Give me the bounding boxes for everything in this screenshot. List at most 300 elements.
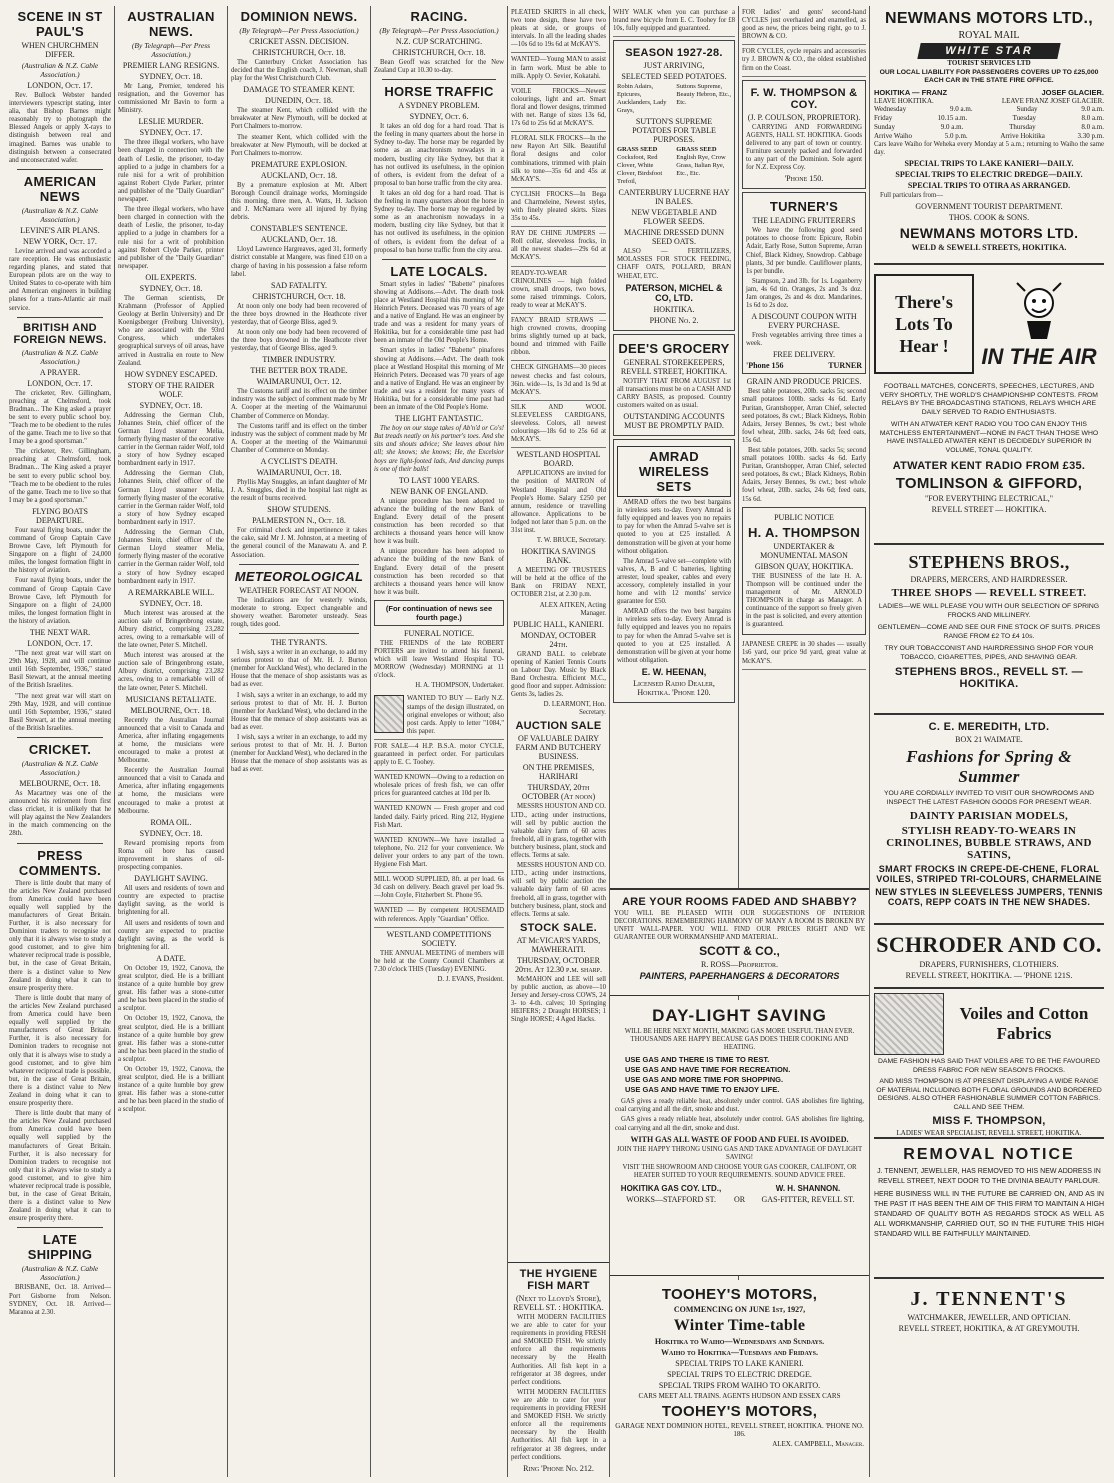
ad-body: VISIT THE SHOWROOM AND CHOOSE YOUR GAS COOKER, CALIFONT, OR HEATER SUITED TO YOUR REQUIREMENTS. SOUND ADVICE FREE. [622,1163,857,1179]
timetable-cell: 5.0 p.m. [944,132,968,140]
ad-line: DAINTY PARISIAN MODELS, [909,810,1069,822]
ad-line: OUR LOCAL LIABILITY FOR PASSENGERS COVERS UP TO £25,000 EACH CAR IN THE STATE FIRE OFFICE. [879,69,1099,84]
notice-body: McMAHON and LEE will sell by public auction, as above—10 Jersey and Jersey-cross COWS, 24 3- to 4-th. calves; 10 Springing HEIFERS; 2 Draught HORSES; 1 Single HORSE; 4 Aged Hacks. [511,975,606,1024]
ad-body: GENTLEMEN—COME AND SEE OUR FINE STOCK OF SUITS. PRICES RANGE FROM £2 TO £4 10s. [877,624,1101,640]
ad-line: WITH GAS ALL WASTE OF FOOD AND FUEL IS AVOIDED. [630,1134,849,1144]
article-body: The indications are for westerly winds, moderate to strong. Expect changeable and showery weather. Barometer unsteady. Seas rough, tides good. [231,596,367,628]
article-body: All users and residents of town and country are expected to practise daylight saving, as the world is brightening for all. [118,919,224,951]
subhead: FUNERAL NOTICE. [404,628,474,638]
article-body: Much interest was aroused at the auction sale of Bringenbrong estate, Albury district, comprising 23,282 acres, owing to a remarkable will of the late owner, Peter S. Mitchell. [118,652,224,692]
ad-body: THE BUSINESS of the late H. A. Thompson will be continued under the management of Mr. ARNOLD THOMPSON in charge as Manager. A continuance of the support so freely given in the past is solicited, and every attention is guaranteed. [746,572,862,629]
subhead: OIL EXPERTS. [145,272,197,282]
racing-headline: RACING. [410,9,468,24]
ad-line: NEW VEGETABLE AND FLOWER SEEDS. [631,208,717,227]
article-body: By a premature explosion at Mt. Albert Borough Council drainage works, Morningside this morning, three men, A. Watts, H. Jackson and J. McNamara were all injured by flying debris. [231,181,367,222]
ad-subhead: DRAPERS, MERCERS, AND HAIRDRESSER. [910,575,1068,584]
ad-line: MACHINE DRESSED DUNN SEED OATS. [623,228,724,247]
ad-line: Licensed Radio Dealer, Hokitika. 'Phone 120. [633,678,715,697]
gas-uses-list [625,1055,864,1095]
thompson-carriers-ad [742,80,866,190]
notice-body: THE ANNUAL MEETING of members will be held at the County Council Chambers at 7.30 o'clock THIS (Tuesday) EVENING. [374,949,504,973]
timetable-cell: 10.15 a.m. [937,114,968,122]
ad-subhead: PUBLIC NOTICE [774,512,834,522]
gas-use-item: USE GAS AND HAVE TIME FOR RECREATION. [625,1065,791,1075]
timetable-cell: 3.30 p.m. [1077,132,1104,140]
dateline: DUNEDIN, Oct. 18. [265,96,333,106]
dateline: SYDNEY, Oct. 17. [139,128,203,138]
dress-illustration [874,993,944,1055]
signature: ALEX AITKEN, Acting Manager. [539,601,606,617]
ad-line: REVELL STREET, HOKITIKA. — 'PHONE 121S. [905,971,1073,980]
subhead: STORY OF THE RAIDER WOLF. [127,380,215,399]
amrad-wireless-ad [613,439,735,703]
ad-body: YOU ARE CORDIALLY INVITED TO VISIT OUR SHOWROOMS AND INSPECT THE LATEST FASHION GOODS FOR PRESENT WEAR. [883,790,1095,806]
ad-headline: IN THE AIR [981,343,1097,369]
article-body: Recently the Australian Journal announced that a visit to Canada and America, after inflating engagements at home, the musicians were encouraged to make a protest at Melbourne. [118,767,224,815]
subhead: THE BETTER BOX TRADE. [250,366,348,376]
notice-body: MESSRS HOUSTON AND CO. LTD., acting under instructions, will sell by public auction the valuable dairy farm of 60 acres freehold, all in grass, together with butchery business, plant, stock and effects. Terms at sale. [511,862,607,918]
timetable-cell: Thursday [1009,123,1036,131]
timetable-cell: Arrive Hokitika [1000,132,1045,140]
daylight-saving-ad [610,1000,869,1276]
ad-body: WITH AN ATWATER KENT RADIO YOU TOO CAN ENJOY THIS MATCHLESS ENTERTAINMENT—NONE IN FACT THAN THOSE WHO HAVE INSTALLED ATWATER KENT IS DECIDEDLY SUPERIOR IN VOLUME, TONAL QUALITY. [879,421,1099,454]
ad-body: Cars leave Waiho for Weheka every Monday at 5 a.m.; returning to Waiho the same day. [874,141,1104,157]
ad-subhead: ROYAL MAIL [958,30,1020,41]
classified-ad: VOILE FROCKS—Newest colourings, light and art. Smart floral and flower designs, trimmed with net. Range of sizes 13s 6d, 17s 6d to 25s 6d at McKAY'S. [511,85,606,132]
dateline: LONDON, Oct. 17. [27,639,93,649]
classified-ad: RAY DE CHINE JUMPERS — Roll collar, sleeveless frocks, in all the newest shades—29s 6d at McKAY'S. [511,227,606,266]
gas-use-item: USE GAS AND THERE IS TIME TO REST. [625,1055,770,1065]
ad-body: J. TENNENT, JEWELLER, HAS REMOVED TO HIS NEW ADDRESS IN REVELL STREET, NEXT DOOR TO THE DIVINIA BEAUTY PARLOUR. [877,1168,1101,1185]
column-3 [228,6,370,1477]
classified-ad: CHECK GINGHAMS—30 pieces newest checks and fast colours, 36in. wide—1s, 1s 3d and 1s 9d at McKAY'S. [511,361,606,400]
ad-body: We have the following good seed potatoes to choose from: Epicure, Robin Adair, Early Rose, Sutton Supreme, Arran Chief, Black Kidney, Snowdrop. Cabbage plants, 3d per bundle. Cauliflower plants, 1s per bundle. [746,227,862,275]
stephens-bros-ad [874,545,1104,715]
subhead: CONSTABLE'S SENTENCE. [250,224,348,234]
ad-body: FOOTBALL MATCHES, CONCERTS, SPEECHES, LECTURES, AND VERY SHORTLY, THE WORLD'S CHAMPIONSHIP CONTESTS. FROM RELAYS BY THE BROADCASTING STATIONS, RELAYS WHICH ARE DAILY SERVED TO RADIO ENTHUSIASTS. [880,383,1098,416]
ad-line: THOS. COOK & SONS. [948,213,1030,223]
ad-line: SMART FROCKS IN CREPE-DE-CHENE, FLORAL VOILES, STRIPED TRI-COLOURS, CHARMELAINE [876,864,1102,884]
logo-text: WHITE STAR [917,43,1060,59]
ad-line: SPECIAL TRIPS FROM WAIHO TO OKARITO. [658,1381,821,1390]
ad-body: WILL BE HERE NEXT MONTH, MAKING GAS MORE USEFUL THAN EVER. THOUSANDS ARE HAPPY BECAUSE GAS DOES THEIR COOKING AND HEATING. [624,1028,855,1052]
article-body: "The next great war will start on 29th May, 1928, and will continue until 16th September, 1936," stated Basil Stewart, at the annual meeting of the British Israelites. [9,692,111,732]
american-news-headline: AMERICAN NEWS [23,173,97,204]
signature: H. A. THOMPSON, Undertaker. [415,682,504,690]
newspaper-page [6,6,1108,1477]
dateline: LONDON, Oct. 17. [27,81,93,90]
voiles-cotton-ad [874,989,1104,1139]
subhead: LEVINE'S AIR PLANS. [20,225,100,235]
ad-line: LADIES' WEAR SPECIALIST, REVELL STREET, HOKITIKA. [896,1129,1082,1137]
dateline: CHRISTCHURCH, Oct. 18. [252,48,346,57]
article-body: On October 19, 1922, Canova, the great sculptor, died. He is a brilliant instance of a quite humble boy grew great. His father was a stone-cutter and he has been placed in the studio of a sculptor. [118,1015,224,1063]
ad-body: WITH MODERN FACILITIES we are able to cater for your requirements in providing FRESH and SMOKED FISH. We strictly enforce all the requirements necessary by the Health Authorities. All fish kept in a refrigerator at 38 degrees, under perfect conditions. [511,1314,606,1386]
advertiser-name: TOOHEY'S MOTORS, [661,1403,818,1420]
ad-line: PAINTERS, PAPERHANGERS & DECORATORS [639,971,840,982]
ad-subhead: THE LEADING FRUITERERS [752,216,856,226]
timetable-cell: 9.0 a.m. [950,105,973,113]
ad-headline: TURNER'S [769,199,839,215]
article-body: Best table potatoes, 20lb. sacks 5s; second small potatoes 100lb. sacks 4s 6d. Early Puritan, Grantshopper, Arran Chief, selected seed potatoes, 8s cwt.; Black Kidneys, Robin Adairs, Jersey Bennes, 9s cwt.; best whole fowl wheat, 20lb. sacks, 24s 6d; feed oats, 15s 6d. [742,388,866,444]
auction-headline: AUCTION SALE [515,720,602,733]
timetable-header: LEAVE HOKITIKA. [874,97,934,105]
subhead: OF VALUABLE DAIRY FARM AND BUTCHERY BUSINESS. [515,734,602,762]
ad-body: The Amrad 5-valve set—complete with valves, A, B and C batteries, lighting arrester, loud speaker, cables and every accessory, completely installed in your home and with 12 months' service guarantee for £50. [617,557,731,606]
subhead: SAD FATALITY. [271,280,327,290]
ad-line: FREE DELIVERY. [772,350,836,360]
subhead: LESLIE MURDER. [138,117,204,127]
source-line: (By Telegraph—Per Press Association.) [239,26,359,35]
subhead: A REMARKABLE WILL. [127,587,215,597]
article-body: The Customs tariff and its effect on the timber industry was the subject of comment made by Mr A. Cooper at the meeting of the Waimarunui Chamber of Commerce on Monday. [231,422,367,454]
article-body: Four naval flying boats, under the command of Group Captain Cave Browne Cave, left Plymouth for Singapore on a flight of 24,000 miles, the longest formation flight in the history of aviation. [9,577,111,625]
subhead: DAYLIGHT SAVING. [134,874,208,884]
ad-line: OUTSTANDING ACCOUNTS MUST BE PROMPTLY PAID. [623,412,725,431]
subhead: SHOW STUDENS. [267,505,331,515]
subhead: TIMBER INDUSTRY. [262,355,336,365]
ad-line: OR [733,1195,746,1205]
classified-ad: FOR SALE—4 H.P. B.S.A. motor CYCLE, guaranteed in perfect order. For particulars apply to E. C. Toohey. [374,740,504,771]
article-body: Much interest was aroused at the auction sale of Bringenbrong estate, Albury district, comprising 23,282 acres, owing to a remarkable will of the late owner, Peter S. Mitchell. [118,609,224,650]
scene-headline: SCENE IN ST PAUL'S [17,9,103,39]
ad-body: WITH MODERN FACILITIES we are able to cater for your requirements in providing FRESH and SMOKED FISH. We strictly enforce all the requirements necessary by the Health Authorities. All fish kept in a refrigerator at 38 degrees, under perfect conditions. [511,1388,606,1461]
ad-headline: F. W. THOMPSON & COY. [750,86,858,111]
classified-text: WANTED TO BUY — Early N.Z. stamps of the design illustrated, on original envelopes or without; also post cards. Apply to letter "1084," this paper. [407,695,504,735]
subhead: HOKITIKA SAVINGS BANK. [521,547,596,566]
ad-subhead: WATCHMAKER, JEWELLER, AND OPTICIAN. [907,1313,1071,1322]
classified-ad: FOR CYCLES, cycle repairs and accessories try J. BROWN & CO., the oldest established firm on the Coast. [742,45,866,76]
dateline: PALMERSTON N., Oct. 18. [252,516,346,526]
ad-line: A DISCOUNT COUPON WITH EVERY PURCHASE. [751,312,857,331]
ad-headline: ARE YOUR ROOMS FADED AND SHABBY? [621,896,858,908]
notice-body: APPLICATIONS are invited for the position of MATRON of Westland Hospital and Old People's Home. Salary £250 per annum, residence or travelling allowance. Applications to be lodged not later than 5 p.m. on the 31st inst. [511,470,606,534]
notice-body: A MEETING OF TRUSTEES will be held at the office of the Bank on FRIDAY NEXT, OCTOBER 21st, at 2.30 p.m. [511,567,606,599]
timetable-cell: Arrive Waiho [874,132,912,140]
ad-headline: REMOVAL NOTICE [903,1146,1075,1163]
timetable-cell: 9.0 a.m. [940,123,964,131]
subhead: A PRAYER. [39,367,81,377]
ad-line: CARS MEET ALL TRAINS. AGENTS HUDSON AND ESSEX CARS [638,1392,841,1400]
timetable-cell: 8.0 a.m. [1081,114,1104,122]
classified-ad: WANTED KNOWN—We have installed a telephone, No. 212 for your convenience. We deliver your orders to any part of the town. Hygiene Fish Mart. [374,834,504,873]
timetable-cell: Sunday [874,123,895,131]
classified-ad: JAPANESE CREPE in 30 shades — usually 1s6 yard, our price 9d yard, great value at McKAY'S. [742,638,866,669]
white-star-logo [919,43,1059,67]
classified-ad [374,692,504,739]
schroder-ad [874,925,1104,989]
right-ad-column [870,6,1108,1477]
subhead: THE LIGHT FANTASTIC. [394,414,484,424]
signature: T. W. BRUCE, Secretary. [536,537,606,545]
gas-use-item: USE GAS AND MORE TIME FOR SHOPPING. [625,1075,784,1085]
article-body: Bean Geoff was scratched for the New Zealand Cup at 10.30 to-day. [374,59,504,75]
ad-line: REVELL STREET — HOKITIKA. [931,505,1047,514]
classified-ad: CYCLISH FROCKS—In Bega and Charmeleine, Newest styles, with finely pleated skirts. Sizes 35s to 45s. [511,188,606,227]
advertiser-name: NEWMANS MOTORS LTD. [899,225,1079,242]
timetable-row [874,105,1104,114]
dateline: WAIMARUNUI, Oct. 18. [256,468,342,477]
australian-news-headline: AUSTRALIAN NEWS. [127,9,215,39]
scott-decorators-ad [610,888,869,996]
ad-line: THREE SHOPS — REVELL STREET. [891,587,1087,599]
article-body: Phyllis May Snuggles, an infant daughter of Mr J. A. Snuggles, died in the hospital last night as the result of burns received. [231,479,367,503]
ad-line: STYLISH READY-TO-WEARS IN CRINOLINES, BUBBLE STRAWS, AND SATINS, [886,825,1092,861]
atwater-kent-radio-ad [874,265,1104,545]
article-body: I wish, says a writer in an exchange, to add my serious protest to that of Mr. H. J. Burton (member for Auckland West), who declared in the House that the menace of shop assistants was as bad as ever. [231,691,367,731]
ad-body: JOIN THE HAPPY THRONG USING GAS AND TAKE ADVANTAGE OF DAYLIGHT SAVING! [616,1145,863,1161]
ad-headline: H. A. THOMPSON [747,524,861,540]
advertiser-name: MISS F. THOMPSON, [932,1115,1046,1127]
ad-headline: TOOHEY'S MOTORS, [661,1286,818,1303]
british-news-headline: BRITISH AND FOREIGN NEWS. [13,321,107,346]
subhead: FLYING BOATS DEPARTURE. [32,506,88,525]
classified-ad: MILL WOOD SUPPLIED, 8ft. at per load. 6s 3d cash on delivery. Beach gravel per load 9s.—John Coyle, Fitzherbert St. Phone 95. [374,873,504,904]
article-body: I wish, says a writer in an exchange, to add my serious protest to that of Mr. H. J. Burton (member for Auckland West), who declared in the House that the menace of shop assistants was as bad as ever. [231,733,367,774]
article-body: Lloyd Lawrence Hargreaves, aged 31, formerly district constable at Mangere, was fined £10 on a charge of having in his possession a false reform label. [231,246,367,278]
ad-subhead: (J. P. COULSON, PROPRIETOR). [747,112,861,122]
article-body: Smart styles in ladies' "Babette" pinafores showing at Addisons.—Advt. The death took place at Westland Hospital this morning of Mr Heinrich Peters. Deceased was 70 years of age and a native of England. He was an engineer by trade and was a resident for many years of Hokitika, but for a considerable time past had been an inmate of the Old People's Home. [374,280,504,345]
late-shipping-headline: LATE SHIPPING [27,1232,93,1263]
subhead: MUSICIANS RETALIATE. [125,694,217,704]
article-body: It takes an old dog for a hard road. That is the feeling in many quarters about the horse in Sydney to-day. The horse may be regarded by some as an anachronism nowadays in a modern, bustling city like Sydney, but that it has not outlived its usefulness, in the opinion of others, is evident from the defeat of a proposal to ban horse traffic from the city area. [374,123,504,187]
ad-subhead: COMMENCING ON JUNE 1st, 1927, [673,1305,806,1314]
seed-potatoes-ad [613,40,735,330]
ad-line: "FOR EVERYTHING ELECTRICAL," [924,494,1054,503]
ad-headline: SEASON 1927-28. [625,47,723,60]
article-body: At noon only one body had been recovered of the three boys drowned in the Heathcote river yesterday, that of George Bliss, aged 9. [231,302,367,326]
newmans-motors-ad [874,10,1104,265]
advertiser-name: TOMLINSON & GIFFORD, [895,475,1083,492]
article-body: For criminal check and impertinence it takes the cake, said Mr J. M. Johnston, at a meeting of the general council of the Manawatu A. and P. Association. [231,527,367,559]
source-line: (By Telegraph—Per Press Association.) [379,26,499,35]
article-body: There is little doubt that many of the articles New Zealand purchased from America could have been equally well supplied by the manufacturers of Great Britain. Further, it is also necessary for Dominion traders to recognise not only that it is always wise to study a good customer, and to give him whatever reciprocal trade is possible, but, in the case of Great Britain, there is a distinct value to New Zealand in doing what it can to ensure prosperity there. [9,879,111,992]
dateline: CHRISTCHURCH, Oct. 18. [252,291,346,301]
article-body: All users and residents of town and country are expected to practise daylight saving, as the world is brightening for all. [118,885,224,917]
logo-subtext: TOURIST SERVICES LTD [947,59,1031,67]
ad-headline: AMRAD WIRELESS SETS [617,446,731,497]
ad-headline: J. TENNENT'S [910,1288,1068,1310]
ad-body: NOTIFY THAT FROM AUGUST 1st all transactions must be on a CASH AND CARRY BASIS, as proposed. Country customers waited on as usual. [617,377,731,409]
ad-label: GRASS SEED [617,146,658,154]
advertiser-name: HOKITIKA GAS COY. LTD., [620,1184,722,1194]
article-body: The cricketer, Rev. Gillingham, preaching at Chelmsford, took Bradman... The King asked a prayer be sent to every public school boy. "Teach me to be obedient to the rules of the game. Teach me to live so that I may be a good sportsman." [9,389,111,446]
timetable-cell: Sunday [1016,105,1038,113]
ad-body: Full particulars from— [880,192,944,200]
ad-line: WORKS—STAFFORD ST. [626,1195,716,1205]
dateline: THURSDAY, 20th OCTOBER (At noon) [521,783,596,802]
ad-line: GIBSON QUAY, HOKITIKA. [754,561,854,571]
notice-body: GRAND BALL to celebrate opening of Kanieri Tennis Courts on Labour Day. Music by Black Band Orchestra. Efficient M.C., good floor and supper. Admission: Gents 3s, ladies 2s. [511,650,606,699]
subhead: AT McVICAR'S YARDS, MAWHERAITI. [516,935,601,954]
ad-body: GAS gives a ready reliable heat, absolutely under control. GAS abolishes fire lighting, coal carrying and all the dirt, smoke and dust. [615,1116,864,1132]
subhead: A CYCLIST'S DEATH. [260,457,338,466]
ad-line: WELD & SEWELL STREETS, HOKITIKA. [911,243,1067,253]
article-body: As Macartney was one of the announced his retirement from first class cricket, it is unlikely that he will play against the New Zealanders in the match commencing on the 28th. [9,789,111,838]
article-body: The three illegal workers, who have been charged in connection with the death of Leslie, the prisoner, to-day applied to a judge in chambers for a rule nisi for a writ of prohibition against Robert Clyde Parker, printer and publisher of the "Daily Guardian" newspaper. [118,139,224,204]
article-body: BRISBANE, Oct. 18. Arrived—Port Gisborne from Nelson. SYDNEY, Oct. 18. Arrived—Maranoa at 2.30. [9,1284,111,1316]
classified-ad: SILK AND WOOL SLEEVELESS CARDIGANS, sleeveless. Colors, all newest colourings—18s 6d to 25s 6d at McKAY'S. [511,401,606,448]
subhead: WESTLAND HOSPITAL BOARD. [516,450,601,469]
gas-use-item: USE GAS AND HAVE TIME TO ENJOY LIFE. [625,1085,780,1095]
ad-headline: SCHRODER AND CO. [876,932,1102,957]
ad-line: GOVERNMENT TOURIST DEPARTMENT. [915,202,1063,212]
subhead: N.Z. CUP SCRATCHING. [395,37,483,46]
subhead: PREMIER LANG RESIGNS. [122,61,220,70]
dateline: SYDNEY, Oct. 18. [139,598,203,608]
subhead: THE TYRANTS. [270,638,328,648]
ad-line: GAS-FITTER, REVELL ST. [761,1195,855,1205]
ad-body: GAS gives a ready reliable heat, absolutely under control. GAS abolishes fire lighting, coal carrying and all the dirt, smoke and dust. [615,1098,864,1114]
turners-fruiterers-ad [742,192,866,374]
article-body: The Canterbury Cricket Association has decided that the English coach, J. Newman, shall play for the West Christchurch Club. [231,59,367,83]
timetable-row [874,132,1104,141]
classified-ad: WHY WALK when you can purchase a brand new bicycle from E. C. Toohey for £8 10s, fully equipped and guaranteed. [613,6,735,37]
stock-sale-headline: STOCK SALE. [519,921,598,934]
advertiser-name: STEPHENS BROS., REVELL ST. — HOKITIKA. [895,666,1083,690]
article-body: The Customs tariff and its effect on the timber industry was the subject of comment made by Mr A. Cooper at the meeting of the Waimarunui Chamber of Commerce on Monday. [231,388,367,420]
hygiene-fish-mart-ad [508,1262,609,1477]
dateline: SYDNEY, Oct. 6. [409,112,469,122]
ad-line: Hokitika to Waiho—Wednesdays and Sundays. [654,1337,825,1346]
subhead: WESTLAND COMPETITIONS SOCIETY. [386,929,492,948]
timetable-header: JOSEF GLACIER. [1041,88,1104,97]
ad-body: TRY OUR TOBACCONIST AND HAIRDRESSING SHOP FOR YOUR TOBACCO, CIGARETTES, PIPES, AND SHAVING GEAR. [884,645,1094,661]
ad-headline: NEWMANS MOTORS LTD., [884,10,1094,27]
ad-line: SPECIAL TRIPS TO OTIRA AS ARRANGED. [907,181,1071,191]
dateline: LONDON, Oct. 17. [27,378,93,388]
article-body: On October 19, 1922, Canova, the great sculptor, died. He is a brilliant instance of a quite humble boy grew great. His father was a stone-cutter and he has been placed in the studio of a sculptor. [118,964,224,1013]
ad-line: Waiho to Hokitika—Tuesdays and Fridays. [661,1348,818,1357]
timetable-header: HOKITIKA — FRANZ [874,88,948,97]
ad-body: AMRAD offers the two best bargains in wireless sets to-day. Every Amrad is fully equipped and leaves you no repairs to pay for when the Amrad 5-valve set is quoted to you at £25 installed. A demonstration will be given at your home without obligation. [617,499,731,555]
dateline: SYDNEY, Oct. 18. [139,828,203,838]
dateline: SYDNEY, Oct. 18. [139,283,203,293]
radio-man-illustration [1009,281,1069,341]
meredith-fashions-ad [874,715,1104,925]
source-line: (Australian & N.Z. Cable Association.) [21,347,99,366]
ad-headline: Winter Time-table [673,1317,806,1334]
ad-list: English Rye, Crow Grass, Italian Rye, Etc., Etc. [676,154,726,178]
ad-line: NEW STYLES IN SLEEVELESS JUMPERS, TENNIS COATS, REPP COATS IN THE NEW SHADES. [875,887,1103,907]
article-body: Recently the Australian Journal announced that a visit to Canada and America, after inflating engagements at home, the musicians were encouraged to make a protest at Melbourne. [118,716,224,765]
ad-list: Robin Adairs, Epicures, Aucklanders, Lady Grays, [617,83,667,115]
article-body: Mr Lang, Premier, tendered his resignation, and the Governor has commissioned Mr Bavin to form a Ministry. [118,83,224,115]
ad-body: YOU WILL BE PLEASED WITH OUR SUGGESTIONS OF INTERIOR DECORATIONS. REMEMBERING HARMONY OF MANY A ROOM IS BROKEN BY UNFIT WALL-PAPER. YOU WILL FIND OUR PRICES RIGHT AND WE GUARANTEE OUR WORKMANSHIP AND MATERIAL. [614,910,865,942]
phone-number: 'Phone 156 [746,361,784,371]
dateline: AUCKLAND, Oct. 18. [260,170,338,180]
source-line: (Australian & N.Z. Cable Association.) [21,61,99,79]
notice-body: MESSRS HOUSTON AND CO. LTD., acting under instructions, will sell by public auction the valuable dairy farm of 60 acres freehold, all in grass, together with butchery business, plant, stock and effects. Terms at sale. [511,803,607,860]
dateline: MONDAY, OCTOBER 24th. [520,630,597,649]
signature: D. J. EVANS, President. [437,975,504,983]
dominion-news-headline: DOMINION NEWS. [240,9,358,24]
advertiser-name: C. E. MEREDITH, LTD. [928,721,1050,733]
ad-subhead: (Next to Lloyd's Store), REVELL ST. : HOKITIKA. [513,1294,604,1312]
timetable-header: LEAVE FRANZ JOSEF GLACIER. [1001,97,1104,105]
tennent-jeweller-ad [874,1279,1104,1333]
classified-ad: READY-TO-WEAR CRINOLINES — high folded crown, small droops, two bows, some raised trimmings. Colors, ready to wear at McKAY'S. [511,267,606,314]
signature: D. LEARMONT, Hon. Secretary. [543,701,606,717]
ad-body: Stampson, 2 and 3lb. for 1s. Loganberry jam, 4s 6d tin. Oranges, 2s and 3s doz. Jam oranges, 2s and 4s doz. Mandarines, 1s 6d to 2s doz. [746,277,862,310]
article-body: There is little doubt that many of the articles New Zealand purchased from America could have been equally well supplied by the manufacturers of Great Britain. Further, it is also necessary for Dominion traders to recognise not only that it is always wise to study a good customer, and to give him whatever reciprocal trade is possible, but, in the case of Great Britain, there is a distinct value to New Zealand in doing what it can to ensure prosperity there. [9,994,111,1108]
ad-headline: STEPHENS BROS., [908,552,1070,572]
timetable-cell: Wednesday [874,105,907,113]
classified-ad: FLORAL SILK FROCKS—In the new Rayon Art Silk. Beautiful floral designs and color combinations, trimmed with plain silk to tone—35s 6d and 45s at McKAY'S. [511,132,606,188]
ad-line: SPECIAL TRIPS TO LAKE KANIERI. [675,1359,804,1368]
classified-ad: WANTED — By competent HOUSEMAID with references. Apply "Guardian" Office. [374,904,504,927]
classified-ad: WANTED KNOWN—Owing to a reduction on wholesale prices of fresh fish, we can offer prices for guaranteed catches at 10d per lb. [374,771,504,802]
dateline: WAIMARUNUI, Oct. 12. [256,377,342,387]
article-body: The German scientists, Dr Krahmann (Professor of Applied Geology at Berlin University) and Dr Koenigsberger (Freiburg University), who are associated with the 93rd Congress, which undertakes geographical surveys of oil areas, have arrived in Australia en route to New Zealand. [118,294,224,367]
ad-headline: DEE'S GROCERY [618,340,730,356]
classified-ad: PLEATED SKIRTS in all check, two tone design, these have two pleats at side, or groups of intervals. In all the leading shades—10s 6d to 19s 6d at McKAY'S. [511,6,606,53]
ad-subhead: GENERAL STOREKEEPERS, REVELL STREET, HOKITIKA. [620,357,728,376]
timetable-cell: Friday [874,114,893,122]
article-body: The cricketer, Rev. Gillingham, preaching at Chelmsford, took Bradman... The King asked a prayer be sent to every public school boy. "Teach me to be obedient to the rules of the game. Teach me to live so that I may be a good sportsman." [9,448,111,504]
poem-body: The boy on our stage takes of Ab'n'd or Co's! But treads neatly on his partner's toes. And she sits and shouts advice; She leaves about him all; she knows; she knows; He, the Excelsior boys are light-footed lads, And dancing pumps is one of their balls! [374,425,504,473]
timetable-row [874,123,1104,132]
article-body: A unique procedure has been adopted to advance the building of the new Bank of England. Every detail of the present construction has been recorded so that architects a thousand years hence will know how it was built. [374,497,504,546]
subhead: A DATE. [156,953,186,963]
ad-line: BOX 21 WAIMATE. [955,735,1023,744]
dateline: THURSDAY, OCTOBER 20th. At 12.30 p.m. sharp. [514,955,602,974]
ad-line: GARAGE NEXT DOMINION HOTEL, REVELL STREET, HOKITIKA. 'PHONE NO. 186. [615,1422,864,1438]
subhead: ON THE PREMISES, HARIHARI [522,763,595,782]
dateline: MELBOURNE, Oct. 18. [19,778,101,788]
article-body: The three illegal workers, who have been charged in connection with the death of Leslie, the prisoner, to-day applied to a judge in chambers for a rule nisi for a writ of prohibition against Robert Clyde Parker, printer and publisher of the "Daily Guardian" newspaper. [118,206,224,270]
ad-body: HERE BUSINESS WILL IN THE FUTURE BE CARRIED ON, AND AS IN THE PAST IT HAS BEEN THE AIM OF THIS FIRM TO MAINTAIN A HIGH STANDARD OF QUALITY BOTH AS REGARDS STOCK AS WELL AS ALL WORKMANSHIP, CARRIED OUT, SO IN THE FUTURE THIS HIGH STANDARD WILL BE FAITHFULLY MAINTAINED. [874,1191,1104,1238]
ad-body: ALSO — FERTILIZERS, MOLASSES FOR STOCK FEEDING, CHAFF OATS, POLLARD, BRAN WHEAT, ETC. [617,248,731,280]
timetable-cell: 8.0 a.m. [1081,123,1104,131]
article-body: There is little doubt that many of the articles New Zealand purchased from America could have been equally well supplied by the manufacturers of Great Britain. Further, it is also necessary for Dominion traders to recognise not only that it is always wise to study a good customer, and to give him whatever reciprocal trade is possible, but, in the case of Great Britain, there is a distinct value to New Zealand in doing what it can to ensure prosperity there. [9,1110,111,1223]
timetable-row [874,114,1104,123]
ad-line: SPECIAL TRIPS TO ELECTRIC DREDGE—DAILY. [895,170,1083,180]
ad-line: SUTTON'S SUPREME POTATOES FOR TABLE PURPOSES. [632,117,716,145]
ad-line: ATWATER KENT RADIO FROM £35. [892,460,1086,472]
article-body: Addressing the German Club, Johannes Stein, chief officer of the German Lloyd steamer Melia, formerly flying master of the ecorative carrier in the German raider Wolf, told a story of how Sydney escaped bombardment early in 1917. [118,411,224,468]
ad-line: 'Phone 150. [784,174,824,184]
ad-headline: There's Lots To Hear ! [874,274,974,374]
dateline: MELBOURNE, Oct. 18. [130,705,212,715]
dees-grocery-ad [613,334,735,436]
subhead: DAMAGE TO STEAMER KENT. [243,85,355,95]
subhead: ROMA OIL. [150,817,192,827]
advertiser-name: TURNER [828,361,862,371]
ad-subhead: SELECTED SEED POTATOES. [621,72,727,82]
late-locals-headline: LATE LOCALS. [390,263,488,279]
article-body: Best table potatoes, 20lb. sacks 5s; second small potatoes 100lb. sacks 4s 6d. Early Puritan, Grantshopper, Arran Chief, selected seed potatoes, 8s cwt.; Black Kidneys, Robin Adairs, Jersey Bennes, 9s cwt.; best whole fowl wheat, 20lb. sacks, 24s 6d; feed oats, 15s 6d. [742,447,866,503]
subhead: PREMATURE EXPLOSION. [250,159,347,169]
ad-body: DAME FASHION HAS SAID THAT VOILES ARE TO BE THE FAVOURED DRESS FABRIC FOR NEW SEASON'S FROCKS. [878,1058,1100,1074]
ad-line: CANTERBURY LUCERNE HAY IN BALES. [618,188,730,207]
ad-label: GRASS SEED [676,146,717,154]
ad-body: LADIES—WE WILL PLEASE YOU WITH OUR SELECTION OF SPRING FROCKS AND MILLINERY. [878,603,1100,619]
subhead: WEATHER FORECAST AT NOON. [239,585,359,595]
article-body: Addressing the German Club, Johannes Stein, chief officer of the German Lloyd steamer Melia, formerly flying master of the ecorative carrier in the German raider Wolf, told a story of how Sydney escaped bombardment early in 1917. [118,529,224,585]
subhead: GRAIN AND PRODUCE PRICES. [746,377,862,387]
timetable-rows [874,105,1104,141]
column-2 [115,6,227,1477]
advertiser-name: PATERSON, MICHEL & CO, LTD. [625,282,723,303]
article-body: Reward promising reports from Roma oil bore has caused improvement in shares of oil-prospecting companies. [118,839,224,872]
article-body: The steamer Kent, which collided with the breakwater at New Plymouth, will be docked at Port Chalmers to-morrow. [231,133,367,157]
source-line: (Australian & N.Z. Cable Association.) [21,758,99,777]
subhead: TO LAST 1000 YEARS. [398,475,480,485]
article-body: Addressing the German Club, Johannes Stein, chief officer of the German Lloyd steamer Melia, formerly flying master of the ecorative carrier in the German raider Wolf, told a story of how Sydney escaped bombardment early in 1917. [118,470,224,526]
ad-line: SPECIAL TRIPS TO LAKE KANIERI—DAILY. [904,159,1074,169]
ad-body: AND MISS THOMPSON IS AT PRESENT DISPLAYING A WIDE RANGE OF MATERIAL INCLUDING BOTH FLORAL GROUNDS AND BORDERED DESIGNS. ALSO OTHER FASHIONABLE SUMMER COTTON FABRICS. CALL AND SEE THEM. [876,1078,1102,1111]
